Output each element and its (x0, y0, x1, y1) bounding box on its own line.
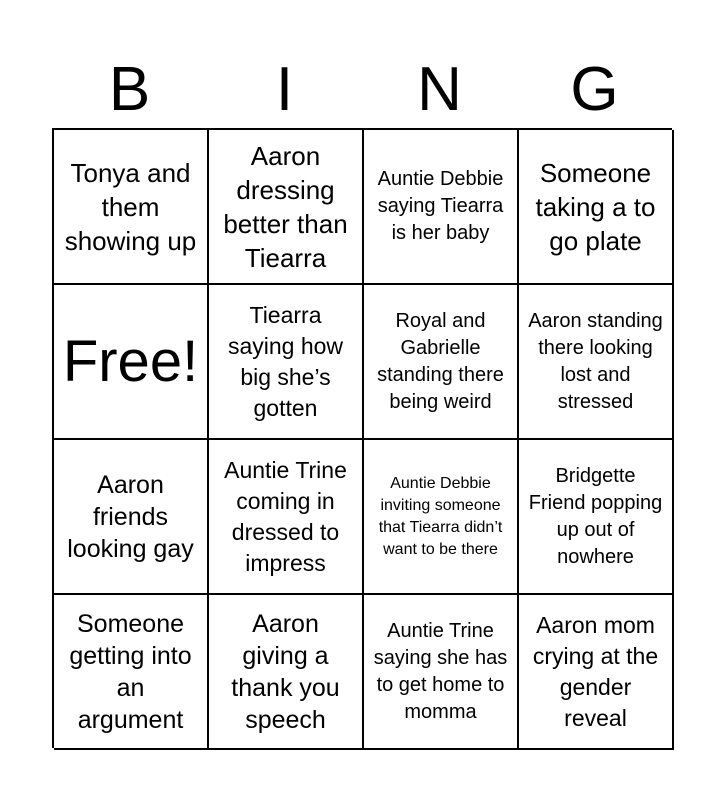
bingo-cell[interactable] (54, 440, 209, 595)
cell-text: Auntie Trine coming in dressed to impress (224, 456, 347, 576)
cell-text: Aaron dressing better than Tiearra (223, 140, 348, 273)
bingo-cell[interactable] (364, 285, 519, 440)
bingo-cell[interactable] (364, 130, 519, 285)
bingo-cell[interactable] (209, 130, 364, 285)
cell-text: Auntie Debbie saying Tiearra is her baby (377, 168, 504, 244)
bingo-cell[interactable] (54, 595, 209, 750)
cell-text: Tonya and them showing up (64, 157, 197, 256)
bingo-cell[interactable] (519, 130, 674, 285)
cell-text: Aaron standing there looking lost and stressed (528, 309, 663, 413)
header-letter-n: N (417, 55, 462, 124)
cell-text: Aaron friends looking gay (67, 470, 194, 563)
header-letter-i: I (275, 55, 294, 124)
cell-text: Tiearra saying how big she’s gotten (227, 301, 344, 421)
bingo-cell[interactable] (364, 440, 519, 595)
cell-text: Royal and Gabrielle standing there being weird (377, 309, 504, 413)
cell-text: Auntie Debbie inviting someone that Tiearra didn’t want to be there (378, 474, 503, 558)
cell-text: Bridgette Friend popping up out of nowhere (528, 464, 663, 568)
bingo-cell[interactable] (209, 440, 364, 595)
free-space-text: Free! (62, 328, 199, 394)
bingo-header (52, 55, 672, 125)
bingo-cell[interactable] (209, 285, 364, 440)
header-letter-g: G (570, 55, 619, 124)
cell-text: Aaron giving a thank you speech (231, 609, 340, 734)
header-letter-b: B (108, 55, 151, 124)
cell-text: Someone taking a to go plate (535, 157, 656, 256)
cell-text: Auntie Trine saying she has to get home to momma (373, 619, 508, 723)
free-space-cell[interactable] (54, 285, 209, 440)
cell-text: Someone getting into an argument (69, 609, 192, 734)
bingo-card-grid (52, 128, 672, 748)
bingo-cell[interactable] (519, 595, 674, 750)
bingo-cell[interactable] (519, 285, 674, 440)
bingo-cell[interactable] (209, 595, 364, 750)
bingo-cell[interactable] (364, 595, 519, 750)
bingo-cell[interactable] (519, 440, 674, 595)
bingo-cell[interactable] (54, 130, 209, 285)
cell-text: Aaron mom crying at the gender reveal (532, 611, 659, 731)
